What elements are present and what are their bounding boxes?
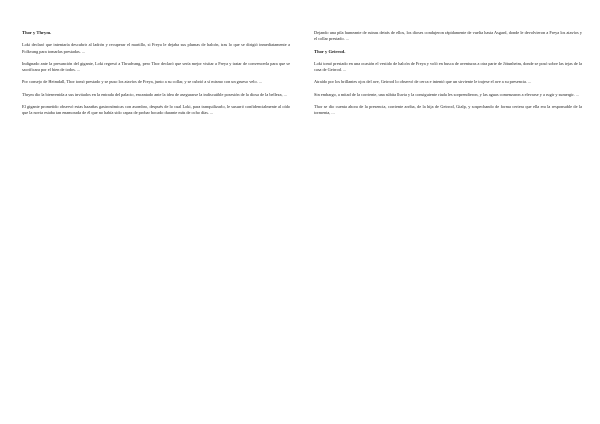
- paragraph: Loki tomó prestado en una ocasión el vestido de halcón de Freya y voló en busca de aventuras a otra parte de Jötunheim, donde se posó sobre las tejas de la casa de Geirrod. ...: [314, 60, 582, 73]
- paragraph: Atraído por los brillantes ojos del ave, Geirrod lo observó de cerca e intentó que un sirviente le trajese el ave a su presencia. ...: [314, 79, 532, 85]
- paragraph: Por consejo de Heimdall, Thor tomó prestado y se puso los atavíos de Freya, junto a su collar, y se cubrió a sí mismo con un grueso velo. ...: [22, 79, 262, 85]
- paragraph: Dejando una pila humeante de ruinas detrás de ellos, los dioses condujeron rápidamente de vuelta hasta Asgard, donde le devolvieron a Freya los atavíos y el collar prestado. ...: [314, 30, 582, 42]
- right-column: [314, 30, 582, 123]
- paragraph: Sin embargo, a mitad de la corriente, una súbita lluvia y la consiguiente riada les sorprendieron, y las aguas comenzaron a elevarse y a rugir y sumergir. ...: [314, 91, 579, 97]
- paragraph: Loki declaró que intentaría descubrir al ladrón y recuperar el martillo, si Freya le dejaba sus plumas de halcón, tras lo que se dirigió inmediatamente a Folkvang para tomarlas prestadas. ...: [22, 42, 290, 54]
- paragraph: Thor se dio cuenta ahora de la presencia, corriente arriba, de la hija de Geirrod, Gialp, y sospechando de forma certera que ella era la responsable de la tormenta, ...: [314, 104, 582, 116]
- paragraph: Indignado ante la presunción del gigante, Loki regresó a Thrudvang, pero Thor declaró que sería mejor visitar a Freya y tratar de convencerla para que se sacrificara por el bien de todos. ...: [22, 60, 290, 73]
- section-heading-thor-geirrod: Thor y Geirrod.: [314, 48, 346, 54]
- left-column: [22, 30, 290, 123]
- paragraph: El gigante prometido observó estas hazañas gastronómicas con asombro, después de lo cual Loki, para tranquilizarlo, le susurró confidencialmente al oído que la novia estaba tan enamorada de él que no había sido capaz de probar bocado durante más de ocho días. ...: [22, 104, 290, 116]
- paragraph: Thrym dio la bienvenida a sus invitados en la entrada del palacio, encantado ante la idea de asegurarse la indiscutible posesión de la diosa de la belleza, ...: [22, 91, 287, 97]
- section-heading-thor-thrym: Thor y Thrym.: [22, 30, 52, 35]
